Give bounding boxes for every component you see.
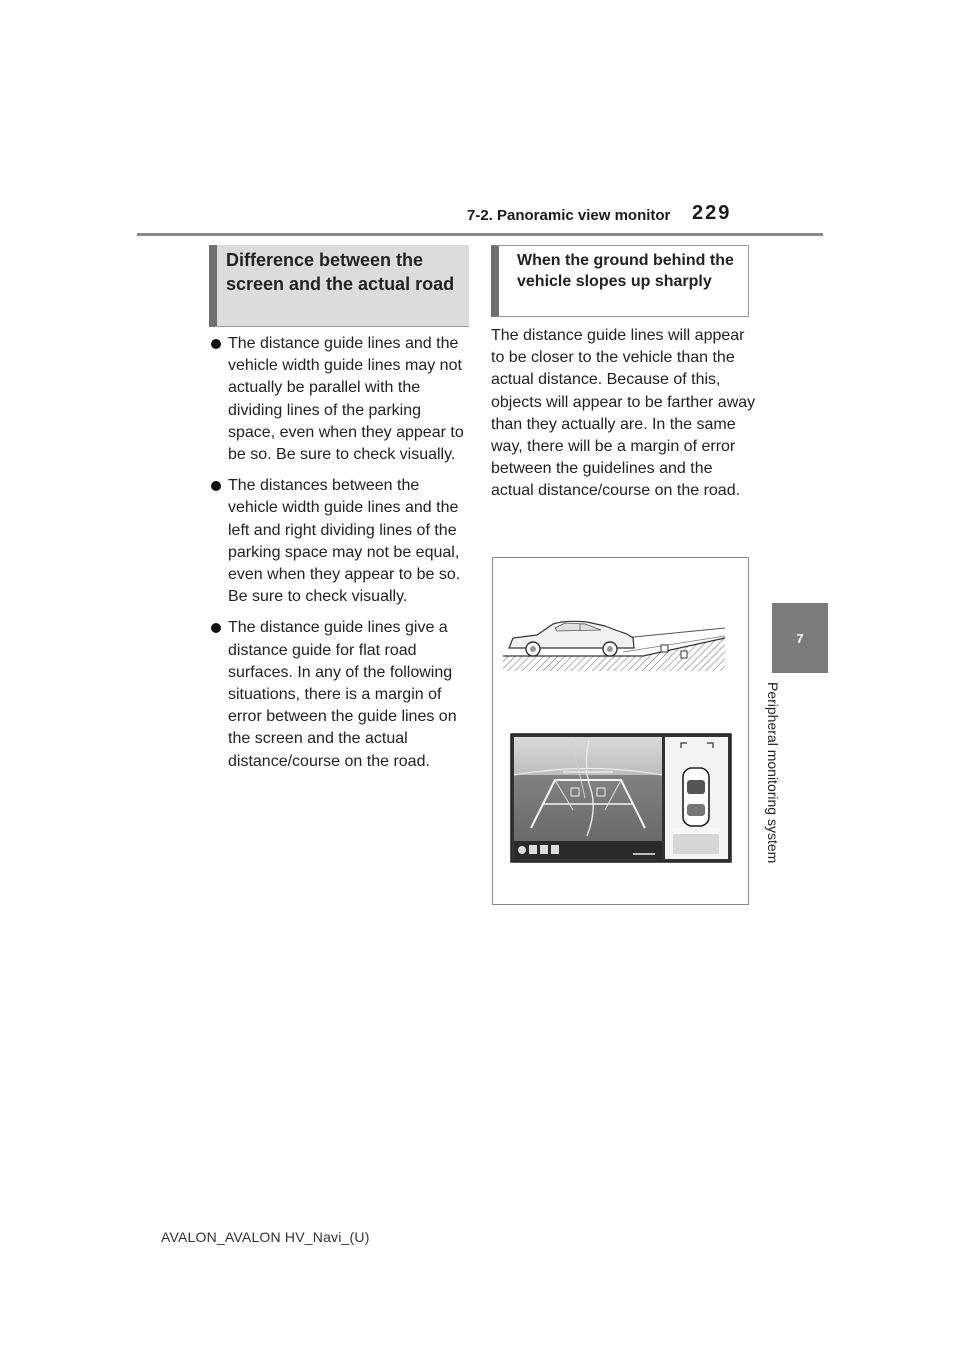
bullet-item (209, 475, 467, 608)
illustration-svg (493, 558, 748, 904)
right-paragraph: The distance guide lines will appear to be closer to the vehicle than the actual distance. Because of this, objects will appear to be farther away than they actually are. In the same way, there will be a margin of error between the guidelines and the actual distance/course on the road. (491, 327, 756, 500)
chapter-caption (765, 682, 795, 902)
chapter-number: 7 (796, 631, 804, 646)
bullet-dot-icon (211, 623, 221, 633)
chapter-tab (772, 603, 828, 673)
bullet-dot-icon (211, 339, 221, 349)
section-title: 7-2. Panoramic view monitor (467, 207, 671, 224)
right-heading: When the ground behind the vehicle slopes up sharply (491, 245, 749, 317)
page-number: 229 (692, 202, 732, 224)
top-view (665, 737, 728, 859)
car-side-icon (509, 621, 634, 656)
side-view (503, 621, 725, 671)
header-divider (137, 233, 823, 236)
chapter-title: Peripheral monitoring system (765, 682, 781, 864)
bullet-text: The distance guide lines and the vehicle width guide lines may not actually be parallel with the dividing lines of the parking space, even when they appear to be so. Be sure to check visually. (228, 335, 464, 464)
bullet-text: The distances between the vehicle width guide lines and the left and right dividing lines of the parking space may not be equal, even when they appear to be so. Be sure to check visually. (228, 477, 461, 606)
bullet-dot-icon (211, 481, 221, 491)
rear-camera-view (514, 737, 662, 859)
slope-illustration (492, 557, 749, 905)
left-heading: Difference between the screen and the actual road (209, 245, 469, 327)
monitor-screen (511, 734, 731, 862)
bullet-text: The distance guide lines give a distance guide for flat road surfaces. In any of the following situations, there is a margin of error between the guide lines on the screen and the actual distance/course on the road. (228, 619, 457, 770)
footer-model-code: AVALON_AVALON HV_Navi_(U) (161, 1229, 370, 1245)
bullet-item (209, 333, 467, 466)
bullet-item (209, 617, 467, 772)
bullet-list (209, 333, 467, 782)
